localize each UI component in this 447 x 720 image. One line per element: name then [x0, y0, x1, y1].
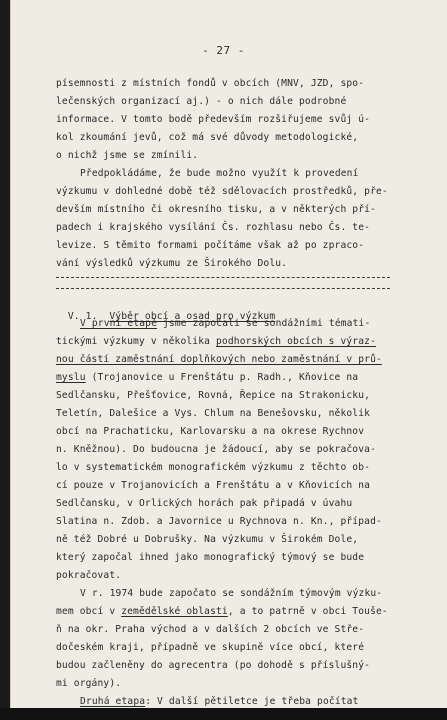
text-line	[56, 240, 364, 251]
text-segment: lo v systematickém monografickém výzkumu z těchto ob-	[56, 462, 371, 473]
text-segment: obcí na Prachaticku, Karlovarsku a na okrese Rychnov	[56, 426, 365, 437]
text-line	[56, 222, 370, 233]
underlined-text: zemědělské oblasti	[121, 606, 228, 617]
text-line	[56, 372, 358, 383]
text-segment: který započal ihned jako monografický týmový se bude	[56, 552, 365, 563]
text-segment: tickými výzkumy v několika	[56, 336, 216, 347]
text-line	[56, 498, 352, 509]
text-line	[56, 552, 364, 563]
text-segment: Sedlčansku, v Orlických horách pak připadá v úvahu	[56, 498, 353, 509]
section-title: Výběr obcí a osad pro výzkum	[109, 311, 276, 322]
text-line	[56, 78, 364, 89]
text-line	[56, 642, 364, 653]
text-line	[56, 408, 370, 419]
text-segment: informace. V tomto bodě především rozšiřujeme svůj ú-	[56, 114, 371, 125]
text-segment: : V další pětiletce je třeba počítat	[145, 696, 359, 707]
text-segment: vání výsledků výzkumu ze Širokého Dolu.	[56, 258, 288, 269]
underlined-text: podhorských obcích s výraz-	[216, 336, 376, 347]
text-segment: V r. 1974 bude započato se sondážním týmovým výzku-	[80, 588, 383, 599]
text-segment: cí pouze v Trojanovicích a Frenštátu a v Kňovicích na	[56, 480, 371, 491]
text-segment: jsme započali se sondážními témati-	[157, 318, 371, 329]
text-line	[80, 696, 359, 707]
text-segment: n. Kněžnou). Do budoucna je žádoucí, aby se pokračova-	[56, 444, 376, 455]
text-segment: ně též Dobré u Dobrušky. Na výzkumu v Širokém Dole,	[56, 534, 359, 545]
text-line	[56, 660, 370, 671]
text-segment: , a to patrně v obci Touše-	[227, 606, 388, 617]
text-line	[56, 606, 388, 617]
text-line	[56, 390, 370, 401]
underlined-text: nou částí zaměstnání doplňkových nebo zaměstnání v prů-	[56, 354, 382, 365]
page-number: - 27 -	[202, 44, 245, 57]
text-line	[56, 354, 382, 365]
section-number: V. 1.	[67, 311, 98, 322]
text-segment: devším místního či okresního tisku, a v některých pří-	[56, 204, 376, 215]
text-segment: dočeském kraji, případně ve skupině více obcí, které	[56, 642, 365, 653]
text-line	[56, 132, 358, 143]
text-line	[56, 678, 121, 689]
text-line	[56, 186, 388, 197]
text-segment: lečenských organizací aj.) - o nich dále podrobné	[56, 96, 347, 107]
text-segment: levize. S těmito formami počítáme však až po zpraco-	[56, 240, 365, 251]
text-segment: budou začleněny do agrecentra (po dohodě s příslušný-	[56, 660, 371, 671]
text-line	[56, 426, 364, 437]
dashed-separator-1	[56, 277, 390, 279]
text-segment: kol zkoumání jevů, což má své důvody metodologické,	[56, 132, 359, 143]
text-segment: padech i krajského vysílání Čs. rozhlasu nebo Čs. te-	[56, 222, 371, 233]
text-segment: ň na okr. Praha východ a v dalších 2 obcích ve Stře-	[56, 624, 365, 635]
text-segment: mi orgány).	[56, 678, 122, 689]
text-line	[56, 204, 376, 215]
text-line	[56, 258, 287, 269]
scan-border	[0, 708, 447, 720]
underlined-text: Druhá etapa	[80, 696, 146, 707]
text-line	[80, 588, 382, 599]
text-line	[56, 516, 382, 527]
text-line	[56, 336, 376, 347]
text-segment: o nichž jsme se zmínili.	[56, 150, 199, 161]
text-segment: Předpokládáme, že bude možno využít k provedení	[80, 168, 359, 179]
text-line	[56, 480, 370, 491]
text-segment: mem obcí v	[56, 606, 122, 617]
text-line	[80, 168, 359, 179]
underlined-text: myslu	[56, 372, 86, 383]
underlined-text: V první etapě	[80, 318, 158, 329]
text-line	[56, 462, 370, 473]
text-line	[56, 150, 198, 161]
text-line	[56, 114, 370, 125]
text-segment: (Trojanovice u Frenštátu p. Radh., Kňovice na	[85, 372, 359, 383]
text-line	[56, 534, 358, 545]
text-segment: Teletín, Dalešice a Vys. Chlum na Benešovsku, několik	[56, 408, 371, 419]
text-segment: Sedlčansku, Přešťovice, Rovná, Řepice na Strakonicku,	[56, 390, 371, 401]
dashed-separator-2	[56, 288, 390, 290]
text-line	[80, 318, 370, 329]
text-segment: výzkumu v dohledné době též sdělovacích prostředků, pře-	[56, 186, 388, 197]
text-line	[56, 624, 364, 635]
text-line	[56, 96, 346, 107]
text-segment: Slatina n. Zdob. a Javornice u Rychnova n. Kn., případ-	[56, 516, 382, 527]
text-segment: pokračovat.	[56, 570, 122, 581]
text-line	[56, 444, 376, 455]
text-segment: písemnosti z místních fondů v obcích (MNV, JZD, spo-	[56, 78, 365, 89]
text-line	[56, 570, 121, 581]
